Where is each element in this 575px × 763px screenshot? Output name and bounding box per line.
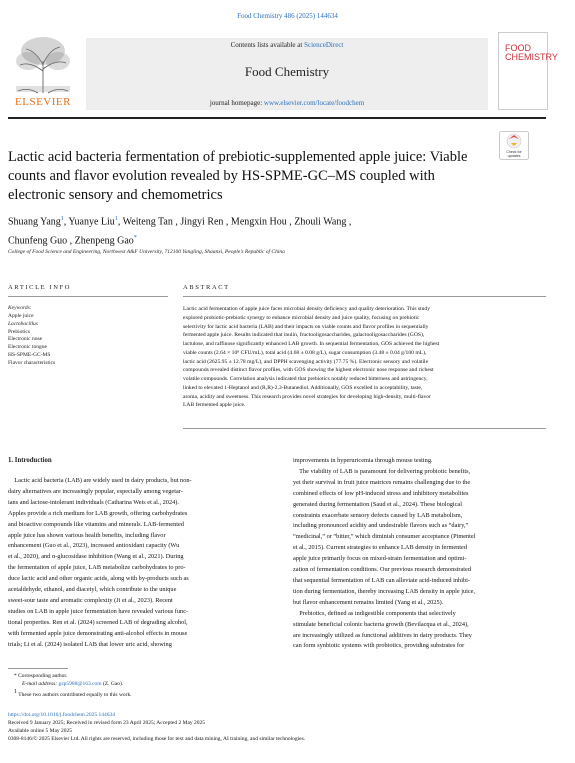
journal-title[interactable]: Food Chemistry <box>244 64 330 79</box>
intro-line: generated during fermentation (Saud et al., 2024). These biological <box>293 500 462 508</box>
contents-line <box>86 41 488 49</box>
abstract-body <box>183 305 546 410</box>
corresponding-author-footnote: * Corresponding author. <box>14 673 68 679</box>
keyword[interactable]: HS-SPME-GC-MS <box>8 351 51 358</box>
keyword[interactable]: Prebiotics <box>8 328 30 335</box>
intro-line: can form synbiotic systems with probiotics, providing substrates for <box>293 642 465 650</box>
intro-line: studies on LAB in apple juice fermentation have revealed various func- <box>8 607 189 615</box>
author-list <box>8 211 478 250</box>
sciencedirect-link[interactable]: ScienceDirect <box>304 41 344 49</box>
email-link[interactable]: gzp5988@163.com <box>58 681 102 687</box>
intro-line: ians and lactose-intolerant individuals (Catharina Weis et al., 2024). <box>8 498 179 506</box>
intro-line: are increasingly utilized as functional additives in dairy products. They <box>293 631 472 639</box>
author-liu[interactable]: , Yuanye Liu <box>63 216 115 228</box>
intro-line: zation of fermentation conditions. Our previous research demonstrated <box>293 566 472 574</box>
author-liu-note[interactable]: 1 <box>114 216 118 222</box>
author-line-2 <box>8 230 478 249</box>
keyword[interactable]: Electronic tongue <box>8 344 47 351</box>
intro-line: stimulate beneficial colonic bacteria growth (Bevilacqua et al., 2024), <box>293 620 469 628</box>
intro-line: apple juice has shown various health benefits, including flavor <box>8 531 166 539</box>
email-label: E-mail address: <box>22 681 59 687</box>
intro-line: et al., 2020), and α-glucosidase inhibition (Wang et al., 2021). During <box>8 553 184 561</box>
abstract-line: lactic acid (2625.95 ± 12.78 mg/L), and DPPH scavenging activity (77.75 %). Electronic sensory and volatile <box>183 358 429 365</box>
intro-line: that sequential fermentation of LAB can alleviate acid-induced inhibi- <box>293 576 470 584</box>
keyword[interactable]: Flavor characteristics <box>8 359 56 366</box>
author-yang[interactable]: Shuang Yang <box>8 216 61 228</box>
author-line-1 <box>8 211 478 230</box>
equal-contribution-footnote <box>14 688 314 699</box>
header-rule <box>8 117 546 119</box>
abstract-line: volatile compounds. Correlation analysis indicated that prebiotics notably reduced bitterness and astringency, <box>183 376 428 382</box>
article-title: Lactic acid bacteria fermentation of prebiotic-supplemented apple juice: Viable counts and flavor evolution revealed by HS-SPME-GC–MS coupled with electronic sensory and chemometrics <box>8 149 468 203</box>
email-suffix: (Z. Gao). <box>101 681 124 687</box>
intro-line: enhancement (Guo et al., 2023), increased antioxidant capacity (Wu <box>8 542 180 550</box>
equal-contribution-text: These two authors contributed equally to this work. <box>18 691 132 698</box>
intro-line: dairy alternatives are increasingly popular, especially among vegetar- <box>8 487 183 495</box>
abstract-line: viable counts (2.64 × 10⁸ CFU/mL), total acid (4.68 ± 0.08 g/L), sugar consumption (3.48 ± 0.04 g/100 mL), <box>183 349 427 356</box>
intro-line: and bioactive compounds like vitamins and minerals. LAB-fermented <box>8 520 184 528</box>
abstract-line: linked to elevated 1-Heptanol and (R,R)-2,3-Butanediol. Additionally, GOS excelled in acceptability, taste, <box>183 384 423 391</box>
keyword[interactable]: Lactobacillus <box>8 320 38 327</box>
intro-line: The viability of LAB is paramount for delivering probiotic benefits, <box>293 467 471 475</box>
intro-line: the fermentation of apple juice, LAB metabolize carbohydrates to pro- <box>8 564 186 572</box>
intro-line: yet their survival in fruit juice matrices remains challenging due to the <box>293 478 471 486</box>
svg-text:Check for: Check for <box>506 150 522 154</box>
intro-left-column <box>8 476 274 651</box>
intro-line: but flavor enhancement remains limited (Yang et al., 2025). <box>293 598 444 606</box>
intro-line: sweet-sour taste and aromatic complexity (Ji et al., 2023). Recent <box>8 596 173 604</box>
article-info-rule <box>8 296 168 297</box>
cover-title-line2: CHEMISTRY <box>505 52 558 62</box>
journal-reference-link[interactable]: Food Chemistry 486 (2025) 144634 <box>237 12 338 20</box>
abstract-line: explored probiotic-prebiotic synergy to enhance microbial density and juice quality, focusing on prebiotic <box>183 314 420 321</box>
corresponding-author-note[interactable]: * <box>133 235 137 242</box>
keyword[interactable]: Electronic nose <box>8 336 43 343</box>
intro-line: combined effects of low pH-induced stress and inhibitory metabolites <box>293 489 469 497</box>
svg-text:updates: updates <box>507 154 521 158</box>
intro-line: with fermented apple juice demonstrating anti-alcohol effects in mouse <box>8 629 188 637</box>
available-online: Available online 5 May 2025 <box>8 728 73 734</box>
author-guo-gao[interactable]: Chunfeng Guo , Zhenpeng Gao <box>8 235 134 247</box>
intro-line: Prebiotics, defined as indigestible components that selectively <box>293 609 456 617</box>
footnotes <box>14 672 314 699</box>
email-footnote <box>14 680 314 688</box>
article-metadata <box>8 711 548 743</box>
cover-title <box>505 43 558 62</box>
intro-line: apple juice primarily focus on mixed-strain fermentation and optimi- <box>293 555 467 563</box>
intro-line: Lactic acid bacteria (LAB) are widely used in dairy products, but non- <box>8 477 192 484</box>
abstract-heading: ABSTRACT <box>183 284 230 291</box>
doi-link[interactable]: https://doi.org/10.1016/j.foodchem.2025.144634 <box>8 712 115 718</box>
check-for-updates-icon[interactable] <box>499 131 529 160</box>
copyright: 0308-8146/© 2025 Elsevier Ltd. All rights are reserved, including those for text and data mining, AI training, and similar technologies. <box>8 736 306 742</box>
contents-prefix: Contents lists available at <box>230 41 305 49</box>
abstract-line: LAB fermented apple juice. <box>183 402 246 409</box>
abstract-line: fermented apple juice. Results indicated that inulin, fructooligosaccharides, galactooligosaccharides (GOS), <box>183 332 425 339</box>
cover-title-line1: FOOD <box>505 43 531 53</box>
keywords-label: Keywords: <box>8 305 32 311</box>
abstract-line: lactulose, and raffinose significantly enhanced LAB growth. In sequential fermentation, GOS achieved the highest <box>183 341 440 347</box>
homepage-prefix: journal homepage: <box>209 99 264 107</box>
intro-line: tional properties. Ren et al. (2024) screened LAB of degrading alcohol, <box>8 618 188 626</box>
footnote-rule <box>8 668 68 669</box>
abstract-line: Lactic acid fermentation of apple juice faces microbial density deficiency and quality deterioration. This study <box>183 306 431 312</box>
intro-line: including pronounced acidity and undesirable flavors such as “dairy,” <box>293 522 469 530</box>
intro-line: tion during fermentation, thereby increasing LAB density in apple juice, <box>293 587 476 595</box>
received-dates: Received 9 January 2025; Received in revised form 23 April 2025; Accepted 2 May 2025 <box>8 720 206 726</box>
elsevier-wordmark: ELSEVIER <box>15 96 71 108</box>
intro-line: improvements in hyperuricemia through mouse testing. <box>293 457 433 464</box>
abstract-line: aroma, acidity and sweetness. This research provides novel strategies for developing high-density, multi-flavor <box>183 393 431 400</box>
introduction-heading: 1. Introduction <box>8 457 52 464</box>
affiliation: College of Food Science and Engineering, Northwest A&F University, 712100 Yangling, Shaanxi, People’s Republic of China <box>8 249 285 255</box>
author-yang-note[interactable]: 1 <box>60 216 64 222</box>
abstract-line: selectivity for lactic acid bacteria (LAB) and their impacts on viable counts and flavor profiles in sequentially <box>183 323 429 330</box>
intro-line: acetaldehyde, ethanol, and diacetyl, which contribute to the unique <box>8 586 177 594</box>
homepage-link[interactable]: www.elsevier.com/locate/foodchem <box>263 99 365 107</box>
equal-contribution-marker: 1 <box>14 689 17 695</box>
intro-line: trials; Li et al. (2024) isolated LAB that lower uric acid, showing <box>8 640 172 648</box>
intro-line: duce lactic acid and other organic acids, along with by-products such as <box>8 575 189 583</box>
abstract-rule <box>183 296 546 297</box>
article-info-heading: ARTICLE INFO <box>8 284 72 291</box>
intro-line: “medicinal,” or “bitter,” which diminish consumer acceptance (Pimentel <box>293 533 476 541</box>
keyword[interactable]: Apple juice <box>8 313 34 319</box>
keywords-list <box>8 313 168 368</box>
intro-right-column <box>293 456 559 652</box>
intro-line: et al., 2015). Current strategies to enhance LAB density in fermented <box>293 544 467 552</box>
intro-line: constraints exacerbate sensory defects caused by LAB metabolism, <box>293 511 463 519</box>
author-others[interactable]: , Weiteng Tan , Jingyi Ren , Mengxin Hou , Zhouli Wang , <box>117 216 352 228</box>
abstract-bottom-rule <box>183 428 546 429</box>
abstract-line: compounds revealed distinct flavor profiles, with GOS showing the highest electronic nose response and richest <box>183 367 434 374</box>
intro-line: Apples provide a rich medium for LAB growth, offering carbohydrates <box>8 509 188 517</box>
journal-homepage-line <box>86 99 488 107</box>
